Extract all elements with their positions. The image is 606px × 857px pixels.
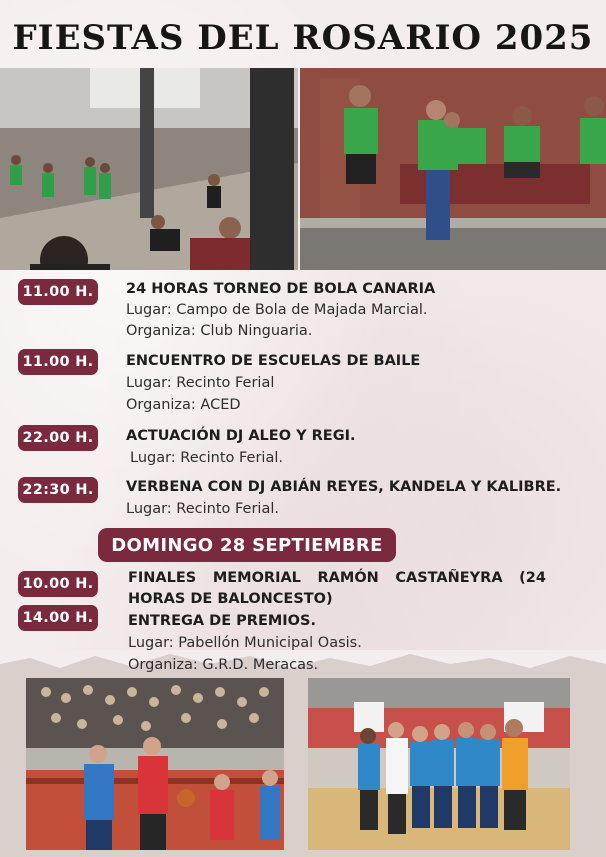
photo-basketball-team — [308, 678, 570, 850]
sunday-time-badge-2: 14.00 H. — [18, 605, 98, 631]
photo-bola-players-right — [300, 68, 606, 270]
photo-basketball-game — [26, 678, 284, 850]
event-3-time-badge: 22.00 H. — [18, 425, 98, 451]
day-banner: DOMINGO 28 SEPTIEMBRE — [98, 528, 396, 562]
event-4-title: VERBENA CON DJ ABIÁN REYES, KANDELA Y KALIBRE. — [126, 479, 562, 495]
sunday-title-word-3: RAMÓN — [317, 570, 379, 586]
sunday-location: Lugar: Pabellón Municipal Oasis. — [128, 635, 362, 651]
event-1-time-badge: 11.00 H. — [18, 279, 98, 305]
event-2-title: ENCUENTRO DE ESCUELAS DE BAILE — [126, 353, 421, 369]
photo-bola-players-left — [0, 68, 298, 270]
sunday-organizer: Organiza: G.R.D. Meracas. — [128, 657, 319, 673]
sunday-title-line-1 — [128, 570, 546, 586]
event-2-organizer: Organiza: ACED — [126, 397, 241, 413]
poster-title: FIESTAS DEL ROSARIO 2025 — [12, 18, 594, 58]
sunday-title-word-2: MEMORIAL — [212, 570, 301, 586]
sunday-time-badge-1: 10.00 H. — [18, 571, 98, 597]
event-3-title: ACTUACIÓN DJ ALEO Y REGI. — [126, 428, 356, 444]
event-4-location: Lugar: Recinto Ferial. — [126, 501, 279, 517]
sunday-title-word-5: (24 — [519, 570, 546, 586]
event-4-time-badge: 22:30 H. — [18, 477, 98, 503]
sunday-title-word-4: CASTAÑEYRA — [395, 570, 503, 586]
event-1-location: Lugar: Campo de Bola de Majada Marcial. — [126, 302, 428, 318]
event-3-location: Lugar: Recinto Ferial. — [130, 450, 283, 466]
event-1-title: 24 HORAS TORNEO DE BOLA CANARIA — [126, 281, 436, 297]
sunday-title-word-1: FINALES — [128, 570, 197, 586]
event-1-organizer: Organiza: Club Ninguaria. — [126, 323, 313, 339]
sunday-title-line-2: HORAS DE BALONCESTO) — [128, 591, 333, 607]
event-2-time-badge: 11.00 H. — [18, 349, 98, 375]
event-2-location: Lugar: Recinto Ferial — [126, 375, 275, 391]
sunday-title-line-3: ENTREGA DE PREMIOS. — [128, 613, 316, 629]
